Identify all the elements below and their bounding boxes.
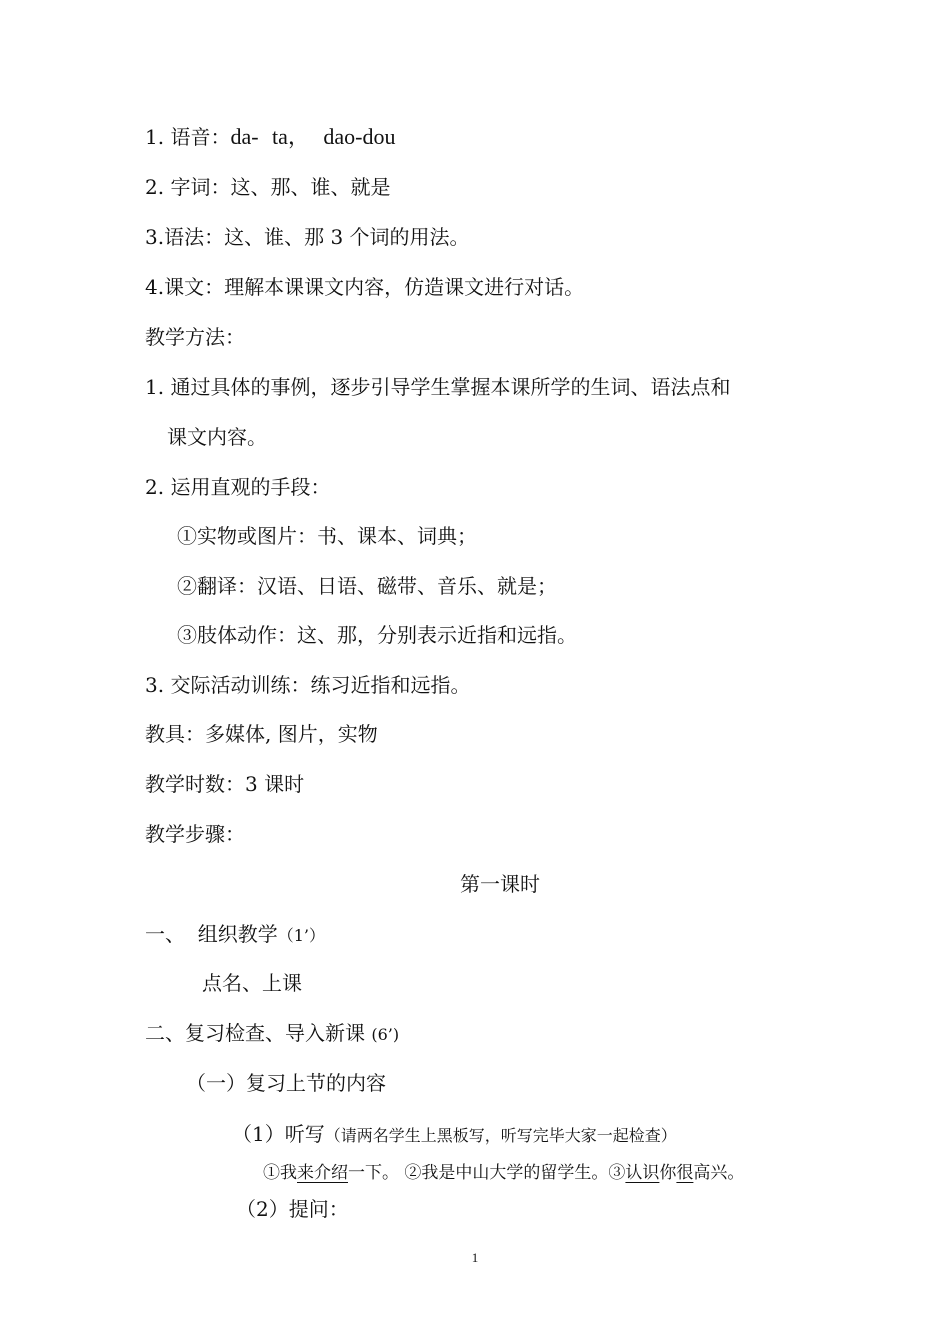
objective-2: 2. 字词：这、那、谁、就是: [145, 175, 391, 199]
dictation-line: [232, 1121, 677, 1149]
section-1-time: （1’）: [277, 926, 325, 945]
section-2-heading: [145, 1020, 399, 1048]
teaching-hours: 教学时数：3 课时: [145, 772, 305, 796]
objective-3: 3.语法：这、谁、那 3 个词的用法。: [145, 225, 470, 249]
section-1-title: 一、 组织教学: [145, 922, 278, 946]
objective-1: [145, 124, 396, 150]
method-3: 3. 交际活动训练：练习近指和远指。: [145, 673, 471, 697]
underlined-word-renshi: 认识: [625, 1163, 660, 1183]
method-1-line-2: 课文内容。: [167, 425, 267, 449]
objective-1-label: 语音：: [170, 125, 231, 149]
review-subheading: （一）复习上节的内容: [186, 1071, 386, 1095]
section-1-content: 点名、上课: [202, 971, 302, 995]
sentence-1-prefix: ①我: [263, 1163, 297, 1183]
objective-4: 4.课文：理解本课课文内容，仿造课文进行对话。: [145, 275, 585, 299]
method-2-item-a: ①实物或图片：书、课本、词典；: [177, 524, 477, 548]
method-1-line-1: 1. 通过具体的事例，逐步引导学生掌握本课所学的生词、语法点和: [145, 375, 731, 399]
sentence-2: 一下。 ②我是中山大学的留学生。③: [348, 1163, 626, 1183]
underlined-phrase-jieshao: 来介绍: [297, 1163, 348, 1183]
teaching-tools: 教具：多媒体, 图片，实物: [145, 722, 378, 746]
objective-1-number: 1.: [145, 125, 165, 149]
steps-heading: 教学步骤：: [145, 822, 245, 846]
method-2: 2. 运用直观的手段：: [145, 475, 331, 499]
section-1-heading: [145, 921, 325, 949]
method-2-item-b: ②翻译：汉语、日语、磁带、音乐、就是；: [177, 574, 557, 598]
methods-heading: 教学方法：: [145, 325, 245, 349]
sentence-3-middle: 你: [659, 1163, 677, 1183]
method-2-item-c: ③肢体动作：这、那，分别表示近指和远指。: [177, 623, 577, 647]
section-2-title: 二、复习检查、导入新课: [145, 1021, 365, 1045]
sentence-3-suffix: 高兴。: [693, 1163, 745, 1183]
page-number: 1: [471, 1250, 479, 1265]
underlined-word-hen: 很: [676, 1163, 694, 1183]
dictation-note: （请两名学生上黑板写，听写完毕大家一起检查）: [324, 1126, 677, 1145]
lesson-title: 第一课时: [460, 872, 540, 896]
section-2-time: (6’): [371, 1025, 400, 1044]
question-label: （2）提问：: [236, 1197, 349, 1221]
dictation-sentences: [263, 1160, 744, 1186]
dictation-label: （1）听写: [232, 1122, 325, 1146]
objective-1-value: da- ta， dao-dou: [230, 124, 396, 149]
